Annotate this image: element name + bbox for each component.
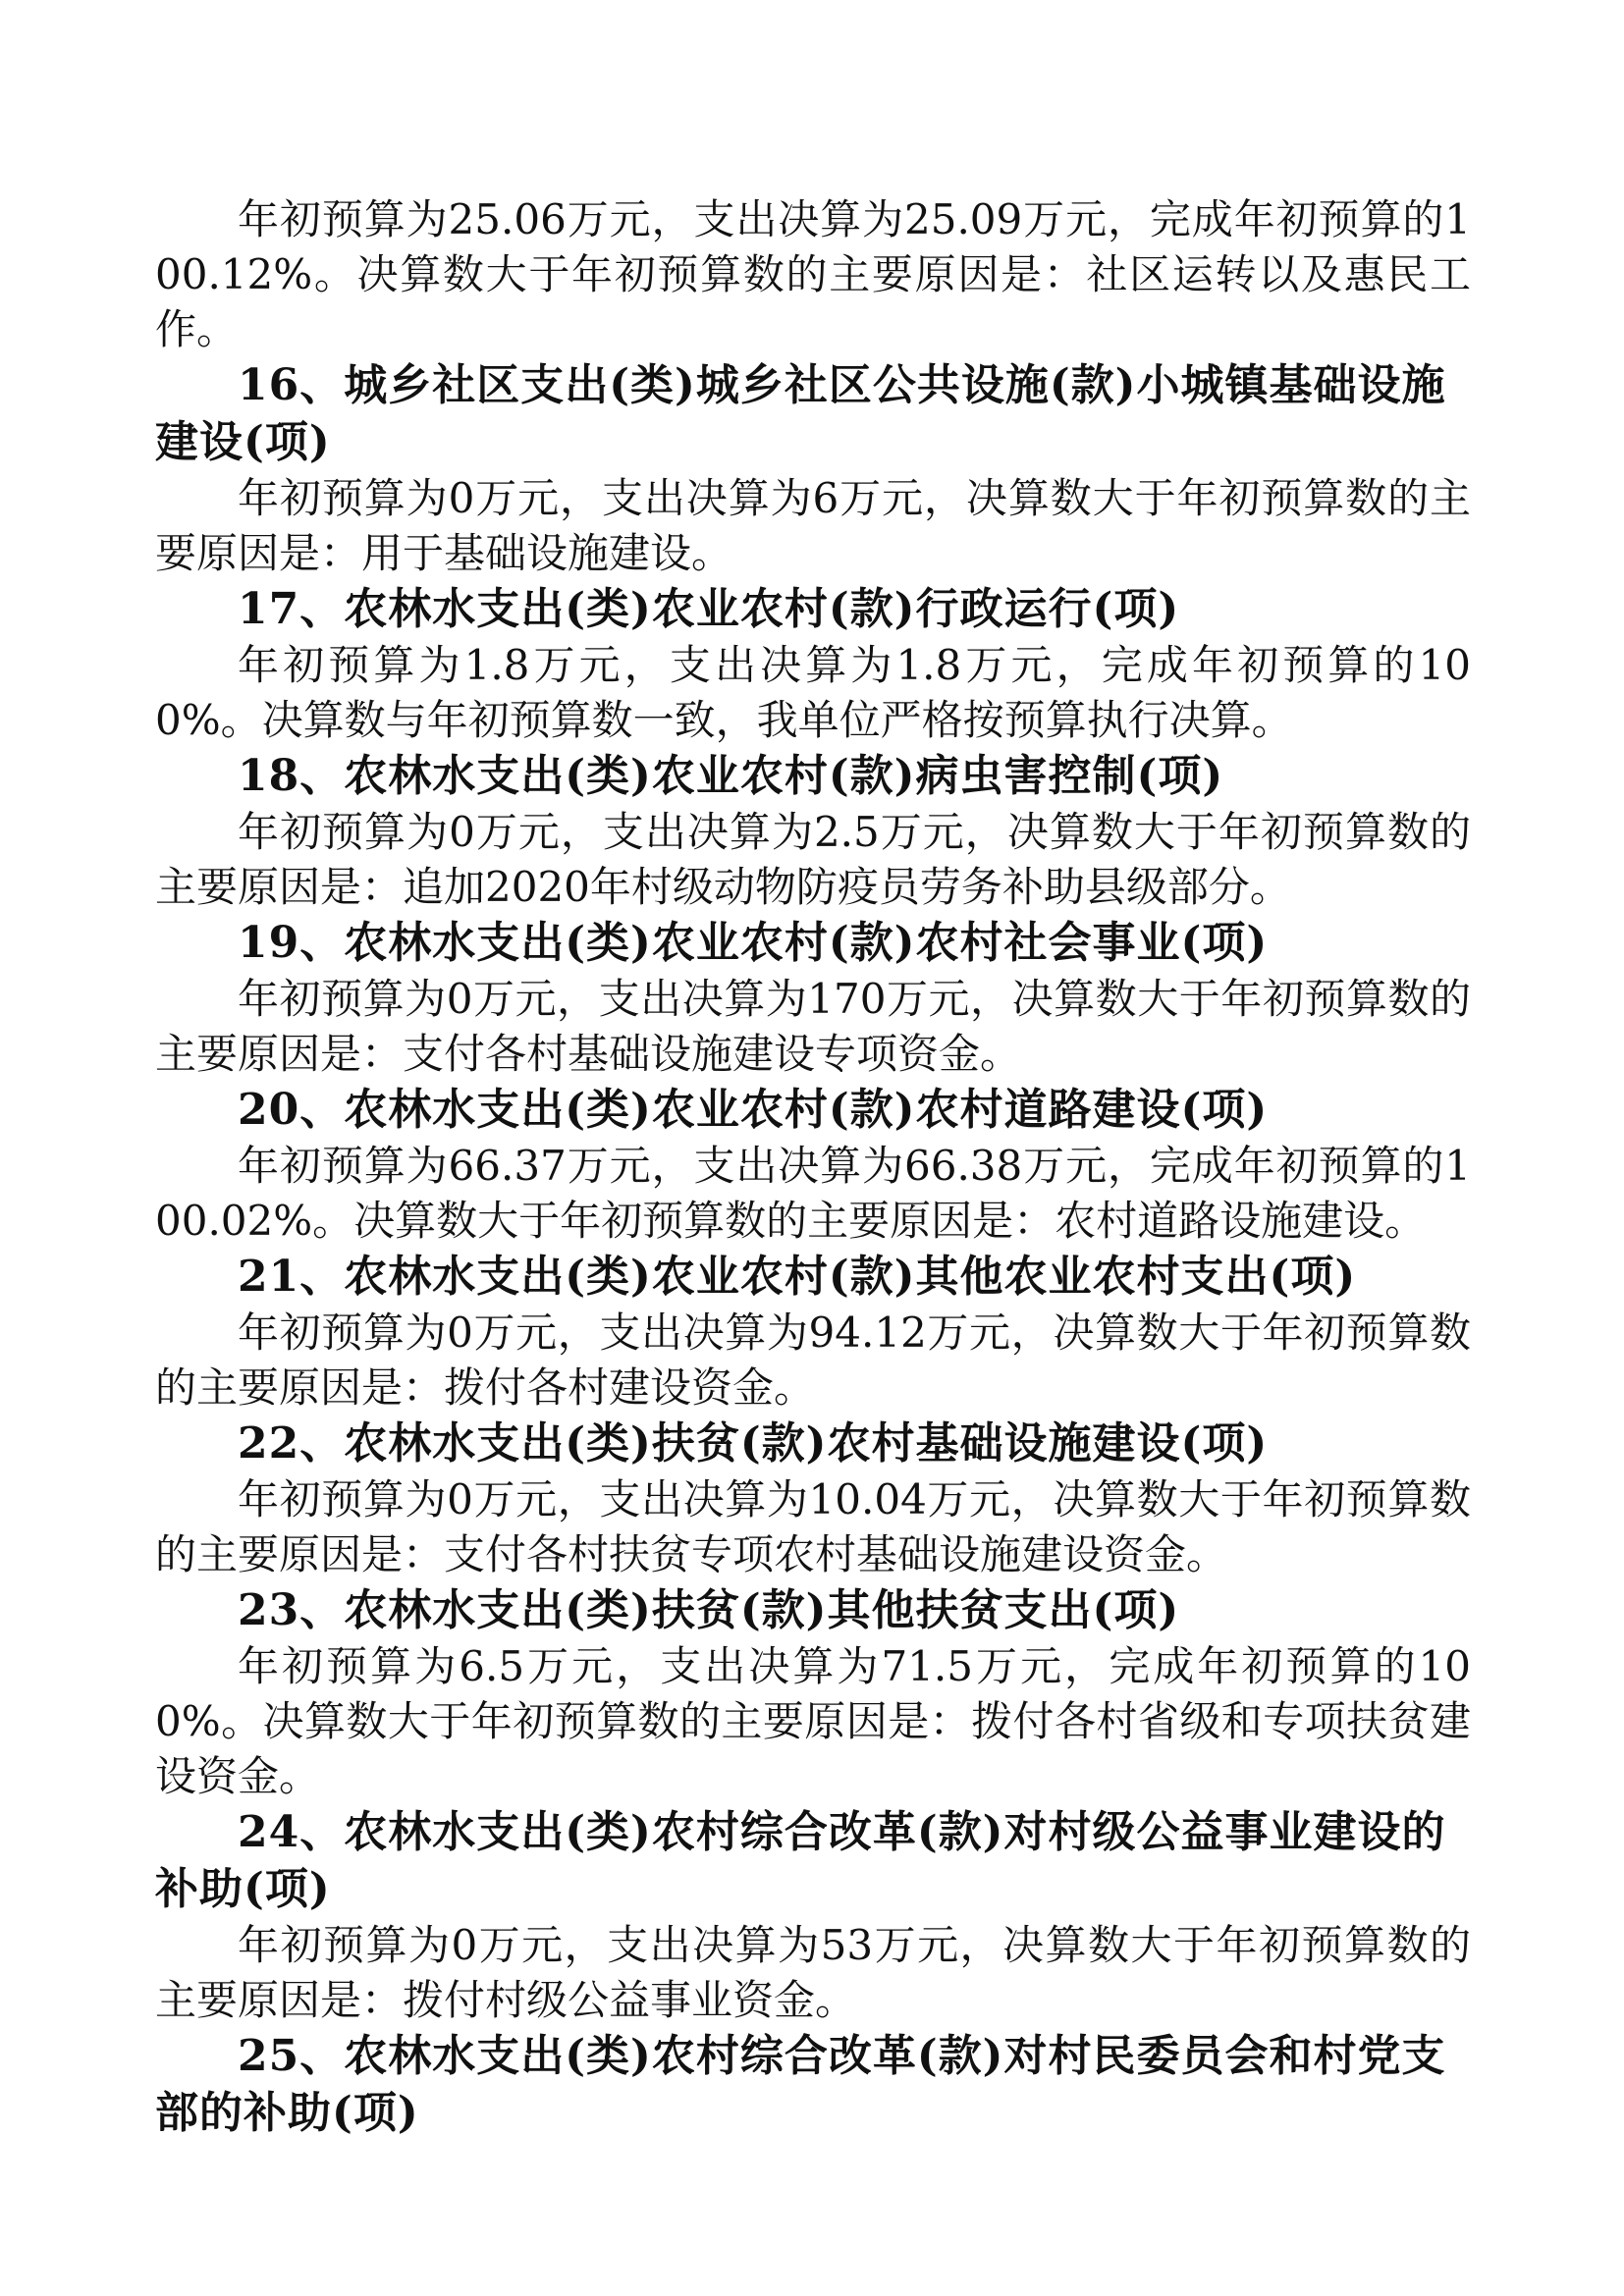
- paragraph-20: 年初预算为66.37万元，支出决算为66.38万元，完成年初预算的100.02%。决算数大于年初预算数的主要原因是：农村道路设施建设。: [155, 1142, 1471, 1245]
- paragraph-16: 年初预算为0万元，支出决算为6万元，决算数大于年初预算数的主要原因是：用于基础设施建设。: [155, 474, 1471, 577]
- section-heading-17: 17、农林水支出(类)农业农村(款)行政运行(项): [238, 584, 1180, 634]
- section-heading-18: 18、农林水支出(类)农业农村(款)病虫害控制(项): [238, 751, 1224, 801]
- section-heading-21: 21、农林水支出(类)农业农村(款)其他农业农村支出(项): [238, 1252, 1357, 1302]
- section-heading-20: 20、农林水支出(类)农业农村(款)农村道路建设(项): [238, 1085, 1269, 1135]
- paragraph-23: 年初预算为6.5万元，支出决算为71.5万元，完成年初预算的100%。决算数大于年初预算数的主要原因是：拨付各村省级和专项扶贫建设资金。: [155, 1642, 1471, 1800]
- paragraph-community-operation: 年初预算为25.06万元，支出决算为25.09万元，完成年初预算的100.12%。决算数大于年初预算数的主要原因是：社区运转以及惠民工作。: [155, 195, 1471, 353]
- paragraph-24: 年初预算为0万元，支出决算为53万元，决算数大于年初预算数的主要原因是：拨付村级公益事业资金。: [155, 1921, 1471, 2024]
- paragraph-22: 年初预算为0万元，支出决算为10.04万元，决算数大于年初预算数的主要原因是：支付各村扶贫专项农村基础设施建设资金。: [155, 1475, 1471, 1578]
- paragraph-18: 年初预算为0万元，支出决算为2.5万元，决算数大于年初预算数的主要原因是：追加2020年村级动物防疫员劳务补助县级部分。: [155, 808, 1471, 911]
- document-page: [155, 192, 1471, 2142]
- paragraph-19: 年初预算为0万元，支出决算为170万元，决算数大于年初预算数的主要原因是：支付各村基础设施建设专项资金。: [155, 975, 1471, 1078]
- paragraph-21: 年初预算为0万元，支出决算为94.12万元，决算数大于年初预算数的主要原因是：拨付各村建设资金。: [155, 1308, 1471, 1412]
- section-heading-24: 24、农林水支出(类)农村综合改革(款)对村级公益事业建设的补助(项): [155, 1807, 1446, 1914]
- section-heading-22: 22、农林水支出(类)扶贫(款)农村基础设施建设(项): [238, 1418, 1269, 1468]
- section-heading-25: 25、农林水支出(类)农村综合改革(款)对村民委员会和村党支部的补助(项): [155, 2031, 1446, 2138]
- section-heading-19: 19、农林水支出(类)农业农村(款)农村社会事业(项): [238, 918, 1269, 968]
- paragraph-17: 年初预算为1.8万元，支出决算为1.8万元，完成年初预算的100%。决算数与年初预算数一致，我单位严格按预算执行决算。: [155, 641, 1471, 744]
- section-heading-16: 16、城乡社区支出(类)城乡社区公共设施(款)小城镇基础设施建设(项): [155, 360, 1446, 467]
- section-heading-23: 23、农林水支出(类)扶贫(款)其他扶贫支出(项): [238, 1585, 1180, 1635]
